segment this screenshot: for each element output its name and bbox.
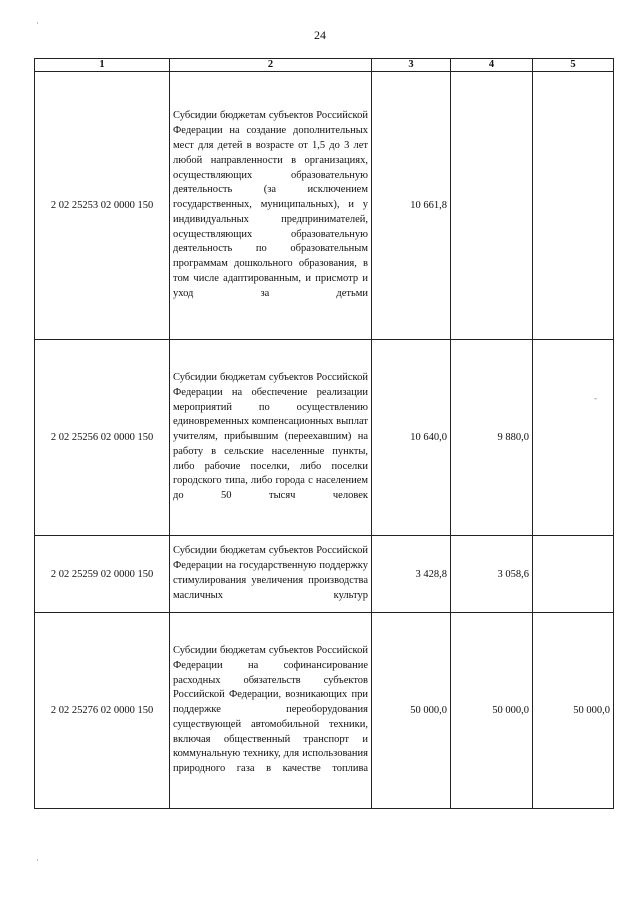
description-cell: Субсидии бюджетам субъектов Российской Федерации на государственную поддержку стимулирования увеличения производства масличных культур	[170, 536, 372, 613]
column-header-2: 2	[170, 59, 372, 72]
description-cell: Субсидии бюджетам субъектов Российской Федерации на обеспечение реализации мероприятий по осуществлению единовременных компенсационных выплат учителям, прибывшим (переехавшим) на работу в сельские населенные пункты, либо рабочие поселки, либо поселки городского типа, либо города с населением до 50 тысяч человек	[170, 340, 372, 536]
table-header-row	[35, 59, 614, 72]
amount-col5-cell	[533, 72, 614, 340]
amount-col3-cell: 10 661,8	[372, 72, 451, 340]
amount-col5-cell	[533, 340, 614, 536]
table-row	[35, 613, 614, 809]
budget-table	[34, 58, 614, 809]
column-header-5: 5	[533, 59, 614, 72]
budget-code-cell: 2 02 25276 02 0000 150	[35, 613, 170, 809]
column-header-4: 4	[451, 59, 533, 72]
scan-speck: ·	[36, 18, 39, 28]
scan-speck: -	[594, 393, 597, 403]
description-cell: Субсидии бюджетам субъектов Российской Федерации на софинансирование расходных обязательств субъектов Российской Федерации, возникающих при поддержке переоборудования существующей автомобильной техники, включая общественный транспорт и коммунальную технику, для использования природного газа в качестве топлива	[170, 613, 372, 809]
amount-col5-cell: 50 000,0	[533, 613, 614, 809]
amount-col4-cell: 3 058,6	[451, 536, 533, 613]
amount-col3-cell: 3 428,8	[372, 536, 451, 613]
amount-col4-cell	[451, 72, 533, 340]
budget-code-cell: 2 02 25253 02 0000 150	[35, 72, 170, 340]
scan-speck: ·	[36, 855, 39, 865]
amount-col4-cell: 50 000,0	[451, 613, 533, 809]
amount-col3-cell: 50 000,0	[372, 613, 451, 809]
amount-col5-cell	[533, 536, 614, 613]
budget-code-cell: 2 02 25259 02 0000 150	[35, 536, 170, 613]
budget-code-cell: 2 02 25256 02 0000 150	[35, 340, 170, 536]
table-row	[35, 72, 614, 340]
column-header-3: 3	[372, 59, 451, 72]
amount-col4-cell: 9 880,0	[451, 340, 533, 536]
column-header-1: 1	[35, 59, 170, 72]
table-row	[35, 536, 614, 613]
description-cell: Субсидии бюджетам субъектов Российской Федерации на создание дополнительных мест для детей в возрасте от 1,5 до 3 лет любой направленности в организациях, осуществляющих образовательную деятельность (за исключением государственных, муниципальных), и у индивидуальных предпринимателей, осуществляющих образовательную деятельность по образовательным программам дошкольного образования, в том числе адаптированным, и присмотр и уход за детьми	[170, 72, 372, 340]
amount-col3-cell: 10 640,0	[372, 340, 451, 536]
page-number: 24	[314, 28, 326, 42]
table-row	[35, 340, 614, 536]
